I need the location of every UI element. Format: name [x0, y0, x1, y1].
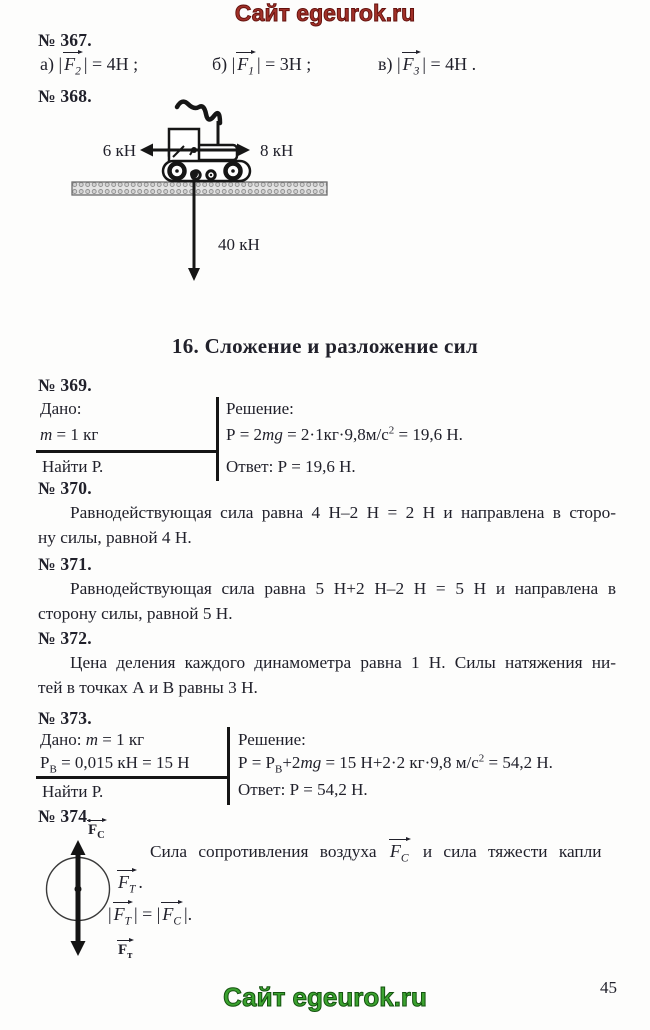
force-label-right: 8 кН	[260, 141, 294, 160]
vector-fc: $F_C$	[388, 835, 412, 865]
force-label-down: 40 кН	[218, 235, 260, 254]
problem-370-text: Равнодействующая сила равна 4 Н–2 Н = 2 Н и направлена в сторо- ну силы, равной 4 Н.	[38, 503, 616, 547]
answer-line: Ответ: Р = 54,2 Н.	[238, 780, 368, 799]
item-b-value: | = 3Н ;	[257, 54, 312, 74]
problem-371-text: Равнодействующая сила равна 5 Н+2 Н–2 Н = 5 Н и направлена в сторону силы, равной 5 Н.	[38, 579, 616, 623]
vector-ft: $F_T$	[116, 866, 138, 896]
find-label: Найти Р.	[42, 782, 104, 801]
problem-367-number: № 367.	[38, 30, 92, 50]
smoke-icon	[177, 102, 220, 123]
vector-f1: $F_1$	[235, 48, 257, 78]
problem-374-line-3: | $F_T$ | = | $F_C$ |.	[108, 898, 192, 928]
vector-ft: $F_T$	[112, 898, 134, 928]
given-label: Дано:	[40, 399, 82, 418]
answer-line: Ответ: Р = 19,6 Н.	[226, 457, 356, 476]
vector-arrow-icon	[63, 49, 83, 55]
given-line-1: Дано: m = 1 кг	[40, 730, 145, 749]
problem-369-number: № 369.	[38, 375, 92, 395]
arrowhead-down-icon	[71, 941, 86, 956]
item-v-prefix: в) |	[378, 54, 401, 74]
solution-label: Решение:	[226, 399, 294, 418]
table-divider-horizontal	[36, 450, 218, 453]
arrowhead-left-icon	[140, 144, 153, 157]
table-divider-horizontal	[36, 776, 229, 779]
arrowhead-right-icon	[237, 144, 250, 157]
force-label-left: 6 кН	[102, 141, 136, 160]
arrowhead-up-icon	[71, 840, 86, 855]
given-solution-table-373	[38, 730, 638, 802]
item-a-value: | = 4Н ;	[83, 54, 139, 74]
problem-374-line-1: Сила сопротивления воздуха $F_C$ и сила тяжести капли	[150, 835, 602, 865]
given-line-2: $Р_В = 0,015$ кН = 15 Н	[40, 753, 190, 776]
problem-372-text: Цена деления каждого динамометра равна 1 Н. Силы натяжения ни- тей в точках А и В равны 3 Н.	[38, 653, 616, 697]
vector-f2: $F_2$	[62, 48, 84, 78]
item-v-value: | = 4Н .	[422, 54, 477, 74]
table-divider-vertical	[216, 397, 219, 481]
page-number: 45	[600, 978, 617, 997]
vector-fc: $F_C$	[160, 898, 184, 928]
vector-arrow-icon	[87, 817, 107, 823]
problem-372-number: № 372.	[38, 628, 92, 648]
find-label: Найти Р.	[42, 457, 104, 476]
ground-hatch	[72, 182, 327, 195]
solution-formula: $Р = Р_В+2mg = 15$ Н+2·2 кг·9,8 $м/с^2 = 54,2$ Н.	[238, 752, 553, 776]
problem-368-number: № 368.	[38, 86, 92, 106]
figure-label-fc: $F_C$	[86, 816, 108, 842]
given-solution-table-369	[38, 397, 613, 481]
vector-arrow-icon	[117, 937, 134, 943]
problem-373-number: № 373.	[38, 708, 92, 728]
tractor-force-diagram	[52, 97, 392, 287]
section-heading: 16. Сложение и разложение сил	[171, 334, 479, 358]
problem-370-number: № 370.	[38, 478, 92, 498]
item-a-prefix: а) |	[40, 54, 63, 74]
problem-374-number: № 374.	[38, 806, 92, 826]
center-dot	[75, 886, 82, 893]
vector-arrow-icon	[402, 49, 422, 55]
problem-367-item-b	[212, 48, 311, 78]
problem-374-line-2: $F_T$ .	[116, 866, 143, 896]
watermark-top: Сайт egeurok.ru	[234, 0, 416, 26]
tractor-icon	[163, 102, 250, 181]
arrowhead-down-icon	[188, 268, 200, 281]
watermark-bottom: Сайт egeurok.ru	[223, 982, 427, 1012]
solution-formula: $Р = 2mg = 2\cdot 1кг\cdot 9,8м/с^2 = 19,6$ Н.	[226, 424, 463, 444]
vector-arrow-icon	[236, 49, 256, 55]
item-b-prefix: б) |	[212, 54, 236, 74]
problem-367-item-a	[40, 48, 138, 78]
problem-371-number: № 371.	[38, 554, 92, 574]
solution-label: Решение:	[238, 730, 306, 749]
problem-367-item-v	[378, 48, 476, 78]
figure-label-ft: $F_т$	[116, 936, 135, 962]
table-divider-vertical	[227, 727, 230, 805]
given-value: m = 1 кг	[40, 425, 99, 444]
vector-f3: $F_3$	[401, 48, 423, 78]
